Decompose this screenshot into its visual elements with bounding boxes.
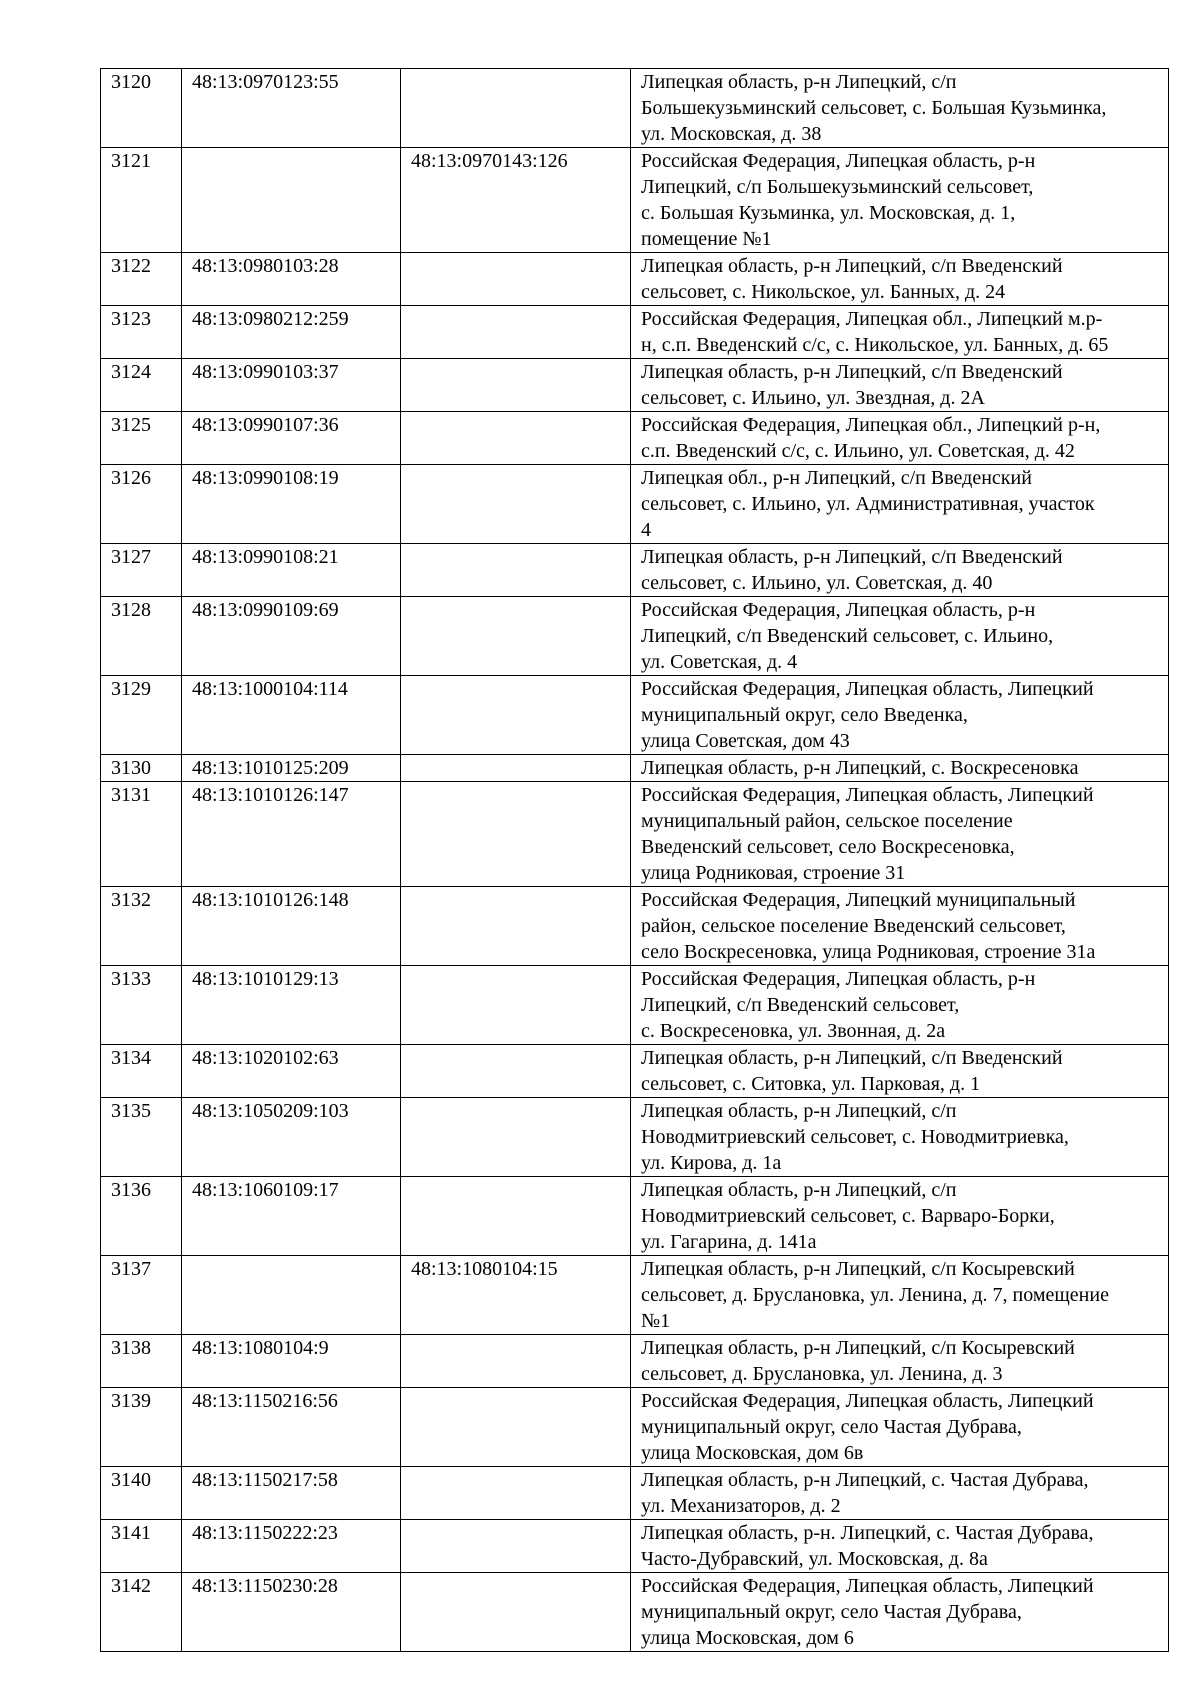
building-cadastral-number (401, 676, 631, 755)
row-number: 3120 (101, 69, 182, 148)
row-number: 3138 (101, 1335, 182, 1388)
land-cadastral-number: 48:13:0990103:37 (182, 359, 401, 412)
land-cadastral-number: 48:13:0970123:55 (182, 69, 401, 148)
row-number: 3135 (101, 1098, 182, 1177)
row-number: 3133 (101, 966, 182, 1045)
building-cadastral-number: 48:13:0970143:126 (401, 148, 631, 253)
table-row (101, 148, 1169, 253)
building-cadastral-number (401, 1045, 631, 1098)
row-number: 3121 (101, 148, 182, 253)
table-row (101, 1256, 1169, 1335)
land-cadastral-number (182, 148, 401, 253)
building-cadastral-number (401, 253, 631, 306)
row-number: 3136 (101, 1177, 182, 1256)
address: Российская Федерация, Липецкая обл., Липецкий м.р- н, с.п. Введенский с/с, с. Никольское, ул. Банных, д. 65 (631, 306, 1169, 359)
address: Российская Федерация, Липецкая область, Липецкий муниципальный район, сельское поселение Введенский сельсовет, село Воскресеновка, улица Родниковая, строение 31 (631, 782, 1169, 887)
building-cadastral-number (401, 1520, 631, 1573)
table-row (101, 544, 1169, 597)
row-number: 3123 (101, 306, 182, 359)
address: Липецкая область, р-н Липецкий, с/п Большекузьминский сельсовет, с. Большая Кузьминка, ул. Московская, д. 38 (631, 69, 1169, 148)
building-cadastral-number (401, 755, 631, 782)
table-row (101, 359, 1169, 412)
land-cadastral-number (182, 1256, 401, 1335)
land-cadastral-number: 48:13:1150230:28 (182, 1573, 401, 1652)
table-row (101, 1335, 1169, 1388)
row-number: 3142 (101, 1573, 182, 1652)
land-cadastral-number: 48:13:0990108:19 (182, 465, 401, 544)
row-number: 3130 (101, 755, 182, 782)
building-cadastral-number (401, 465, 631, 544)
land-cadastral-number: 48:13:1000104:114 (182, 676, 401, 755)
row-number: 3122 (101, 253, 182, 306)
row-number: 3131 (101, 782, 182, 887)
property-registry-table (100, 68, 1169, 1652)
land-cadastral-number: 48:13:0980103:28 (182, 253, 401, 306)
address: Российская Федерация, Липецкая область, р-н Липецкий, с/п Введенский сельсовет, с. Воскресеновка, ул. Звонная, д. 2а (631, 966, 1169, 1045)
building-cadastral-number (401, 966, 631, 1045)
building-cadastral-number (401, 782, 631, 887)
table-row (101, 1388, 1169, 1467)
building-cadastral-number (401, 597, 631, 676)
building-cadastral-number (401, 1573, 631, 1652)
registry-table-body (101, 69, 1169, 1652)
building-cadastral-number (401, 1177, 631, 1256)
table-row (101, 1177, 1169, 1256)
row-number: 3140 (101, 1467, 182, 1520)
address: Российская Федерация, Липецкая область, Липецкий муниципальный округ, село Частая Дубрава, улица Московская, дом 6в (631, 1388, 1169, 1467)
address: Российская Федерация, Липецкая область, р-н Липецкий, с/п Введенский сельсовет, с. Ильино, ул. Советская, д. 4 (631, 597, 1169, 676)
address: Липецкая область, р-н. Липецкий, с. Частая Дубрава, Часто-Дубравский, ул. Московская, д. 8а (631, 1520, 1169, 1573)
land-cadastral-number: 48:13:1150217:58 (182, 1467, 401, 1520)
address: Липецкая область, р-н Липецкий, с/п Введенский сельсовет, с. Ильино, ул. Звездная, д. 2А (631, 359, 1169, 412)
table-row (101, 1520, 1169, 1573)
table-row (101, 306, 1169, 359)
table-row (101, 253, 1169, 306)
building-cadastral-number (401, 1335, 631, 1388)
building-cadastral-number (401, 887, 631, 966)
table-row (101, 966, 1169, 1045)
address: Липецкая область, р-н Липецкий, с/п Введенский сельсовет, с. Ильино, ул. Советская, д. 40 (631, 544, 1169, 597)
row-number: 3139 (101, 1388, 182, 1467)
row-number: 3126 (101, 465, 182, 544)
land-cadastral-number: 48:13:1010126:148 (182, 887, 401, 966)
table-row (101, 1467, 1169, 1520)
table-row (101, 1098, 1169, 1177)
land-cadastral-number: 48:13:1060109:17 (182, 1177, 401, 1256)
building-cadastral-number (401, 1467, 631, 1520)
address: Липецкая область, р-н Липецкий, с/п Новодмитриевский сельсовет, с. Варваро-Борки, ул. Гагарина, д. 141а (631, 1177, 1169, 1256)
table-row (101, 1573, 1169, 1652)
land-cadastral-number: 48:13:1020102:63 (182, 1045, 401, 1098)
land-cadastral-number: 48:13:0990107:36 (182, 412, 401, 465)
land-cadastral-number: 48:13:0990109:69 (182, 597, 401, 676)
row-number: 3129 (101, 676, 182, 755)
address: Липецкая область, р-н Липецкий, с/п Косыревский сельсовет, д. Брусланoвка, ул. Ленина, д. 7, помещение №1 (631, 1256, 1169, 1335)
address: Российская Федерация, Липецкий муниципальный район, сельское поселение Введенский сельсовет, село Воскресеновка, улица Родниковая, строение 31а (631, 887, 1169, 966)
table-row (101, 465, 1169, 544)
building-cadastral-number (401, 1388, 631, 1467)
table-row (101, 597, 1169, 676)
document-page (100, 68, 1168, 1652)
building-cadastral-number (401, 69, 631, 148)
land-cadastral-number: 48:13:1050209:103 (182, 1098, 401, 1177)
table-row (101, 755, 1169, 782)
land-cadastral-number: 48:13:1010125:209 (182, 755, 401, 782)
building-cadastral-number (401, 544, 631, 597)
row-number: 3128 (101, 597, 182, 676)
address: Липецкая область, р-н Липецкий, с. Частая Дубрава, ул. Механизаторов, д. 2 (631, 1467, 1169, 1520)
land-cadastral-number: 48:13:1080104:9 (182, 1335, 401, 1388)
row-number: 3125 (101, 412, 182, 465)
address: Липецкая область, р-н Липецкий, с/п Новодмитриевский сельсовет, с. Новодмитриевка, ул. Кирова, д. 1а (631, 1098, 1169, 1177)
row-number: 3141 (101, 1520, 182, 1573)
address: Липецкая область, р-н Липецкий, с/п Косыревский сельсовет, д. Брусланoвка, ул. Ленина, д. 3 (631, 1335, 1169, 1388)
table-row (101, 1045, 1169, 1098)
address: Российская Федерация, Липецкая обл., Липецкий р-н, с.п. Введенский с/с, с. Ильино, ул. Советская, д. 42 (631, 412, 1169, 465)
building-cadastral-number (401, 412, 631, 465)
address: Российская Федерация, Липецкая область, Липецкий муниципальный округ, село Частая Дубрава, улица Московская, дом 6 (631, 1573, 1169, 1652)
row-number: 3124 (101, 359, 182, 412)
table-row (101, 887, 1169, 966)
address: Липецкая обл., р-н Липецкий, с/п Введенский сельсовет, с. Ильино, ул. Административная, участок 4 (631, 465, 1169, 544)
land-cadastral-number: 48:13:1150222:23 (182, 1520, 401, 1573)
address: Липецкая область, р-н Липецкий, с/п Введенский сельсовет, с. Никольское, ул. Банных, д. 24 (631, 253, 1169, 306)
land-cadastral-number: 48:13:1010126:147 (182, 782, 401, 887)
row-number: 3132 (101, 887, 182, 966)
building-cadastral-number (401, 306, 631, 359)
address: Липецкая область, р-н Липецкий, с/п Введенский сельсовет, с. Ситовка, ул. Парковая, д. 1 (631, 1045, 1169, 1098)
address: Российская Федерация, Липецкая область, Липецкий муниципальный округ, село Введенка, улица Советская, дом 43 (631, 676, 1169, 755)
building-cadastral-number: 48:13:1080104:15 (401, 1256, 631, 1335)
address: Липецкая область, р-н Липецкий, с. Воскресеновка (631, 755, 1169, 782)
land-cadastral-number: 48:13:0990108:21 (182, 544, 401, 597)
row-number: 3137 (101, 1256, 182, 1335)
row-number: 3127 (101, 544, 182, 597)
row-number: 3134 (101, 1045, 182, 1098)
table-row (101, 782, 1169, 887)
land-cadastral-number: 48:13:1150216:56 (182, 1388, 401, 1467)
table-row (101, 676, 1169, 755)
table-row (101, 412, 1169, 465)
land-cadastral-number: 48:13:1010129:13 (182, 966, 401, 1045)
building-cadastral-number (401, 1098, 631, 1177)
address: Российская Федерация, Липецкая область, р-н Липецкий, с/п Большекузьминский сельсовет, с. Большая Кузьминка, ул. Московская, д. 1, помещение №1 (631, 148, 1169, 253)
land-cadastral-number: 48:13:0980212:259 (182, 306, 401, 359)
table-row (101, 69, 1169, 148)
building-cadastral-number (401, 359, 631, 412)
